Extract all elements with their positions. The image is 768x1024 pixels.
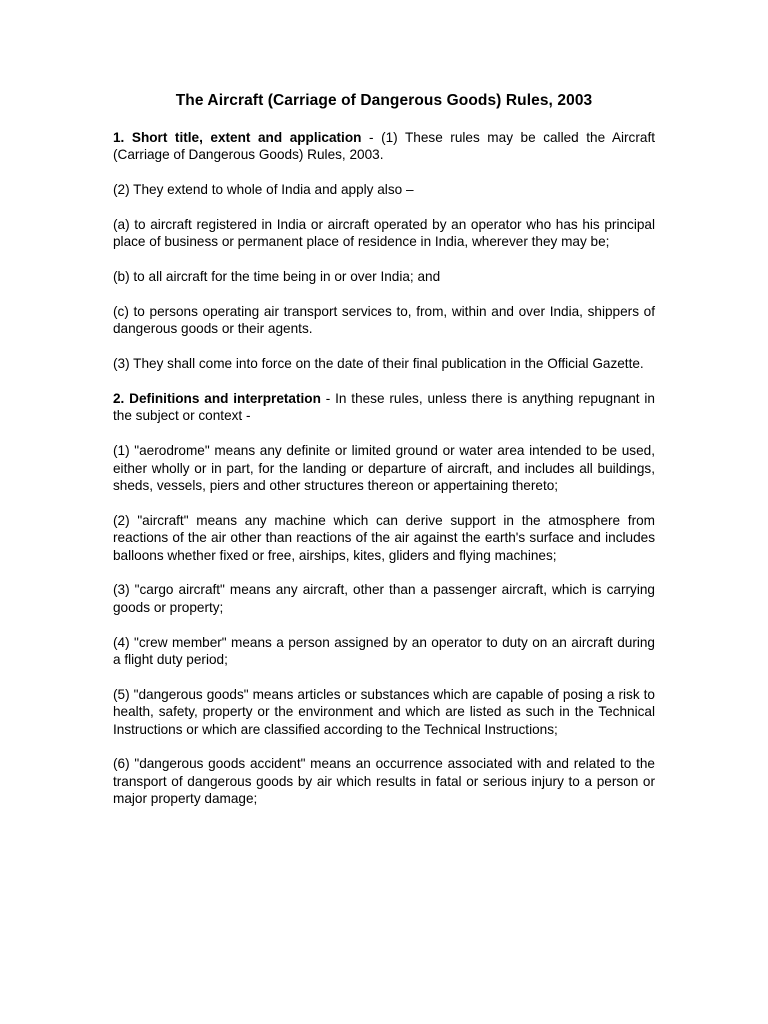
paragraph-text: - (1) These rules may be called the Aircraft (Carriage of Dangerous Goods) Rules, 2003. bbox=[113, 130, 655, 163]
paragraph: (c) to persons operating air transport services to, from, within and over India, shippers of dangerous goods or their agents. bbox=[113, 304, 655, 337]
section-heading: 2. Definitions and interpretation bbox=[113, 391, 321, 406]
paragraph: (3) They shall come into force on the date of their final publication in the Official Gazette. bbox=[113, 356, 644, 372]
definition-paragraph: (6) "dangerous goods accident" means an occurrence associated with and related to the transport of dangerous goods by air which results in fatal or serious injury to a person or major property damage; bbox=[113, 756, 655, 807]
paragraph-text: - In these rules, unless there is anything repugnant in the subject or context - bbox=[113, 391, 655, 424]
definition-paragraph: (3) "cargo aircraft" means any aircraft, other than a passenger aircraft, which is carrying goods or property; bbox=[113, 582, 655, 615]
document-page bbox=[113, 92, 655, 825]
definition-paragraph: (2) "aircraft" means any machine which can derive support in the atmosphere from reactions of the air other than reactions of the air against the earth's surface and includes balloons whether fixed or free, airships, kites, gliders and flying machines; bbox=[113, 512, 655, 563]
section-1-heading-paragraph bbox=[113, 129, 655, 164]
paragraph: (b) to all aircraft for the time being in or over India; and bbox=[113, 269, 441, 285]
definition-paragraph: (1) "aerodrome" means any definite or limited ground or water area intended to be used, either wholly or in part, for the landing or departure of aircraft, and includes all buildings, sheds, vessels, piers and other structures thereon or appertaining thereto; bbox=[113, 443, 655, 494]
definition-paragraph: (5) "dangerous goods" means articles or substances which are capable of posing a risk to health, safety, property or the environment and which are listed as such in the Technical Instructions or which are classified according to the Technical Instructions; bbox=[113, 686, 655, 737]
document-title: The Aircraft (Carriage of Dangerous Goods) Rules, 2003 bbox=[175, 92, 593, 109]
definition-paragraph: (4) "crew member" means a person assigned by an operator to duty on an aircraft during a flight duty period; bbox=[113, 634, 655, 668]
paragraph: (a) to aircraft registered in India or aircraft operated by an operator who has his principal place of business or permanent place of residence in India, wherever they may be; bbox=[113, 217, 655, 250]
paragraph: (2) They extend to whole of India and apply also – bbox=[113, 182, 414, 198]
section-heading: 1. Short title, extent and application bbox=[113, 130, 362, 145]
section-2-heading-paragraph bbox=[113, 390, 655, 425]
